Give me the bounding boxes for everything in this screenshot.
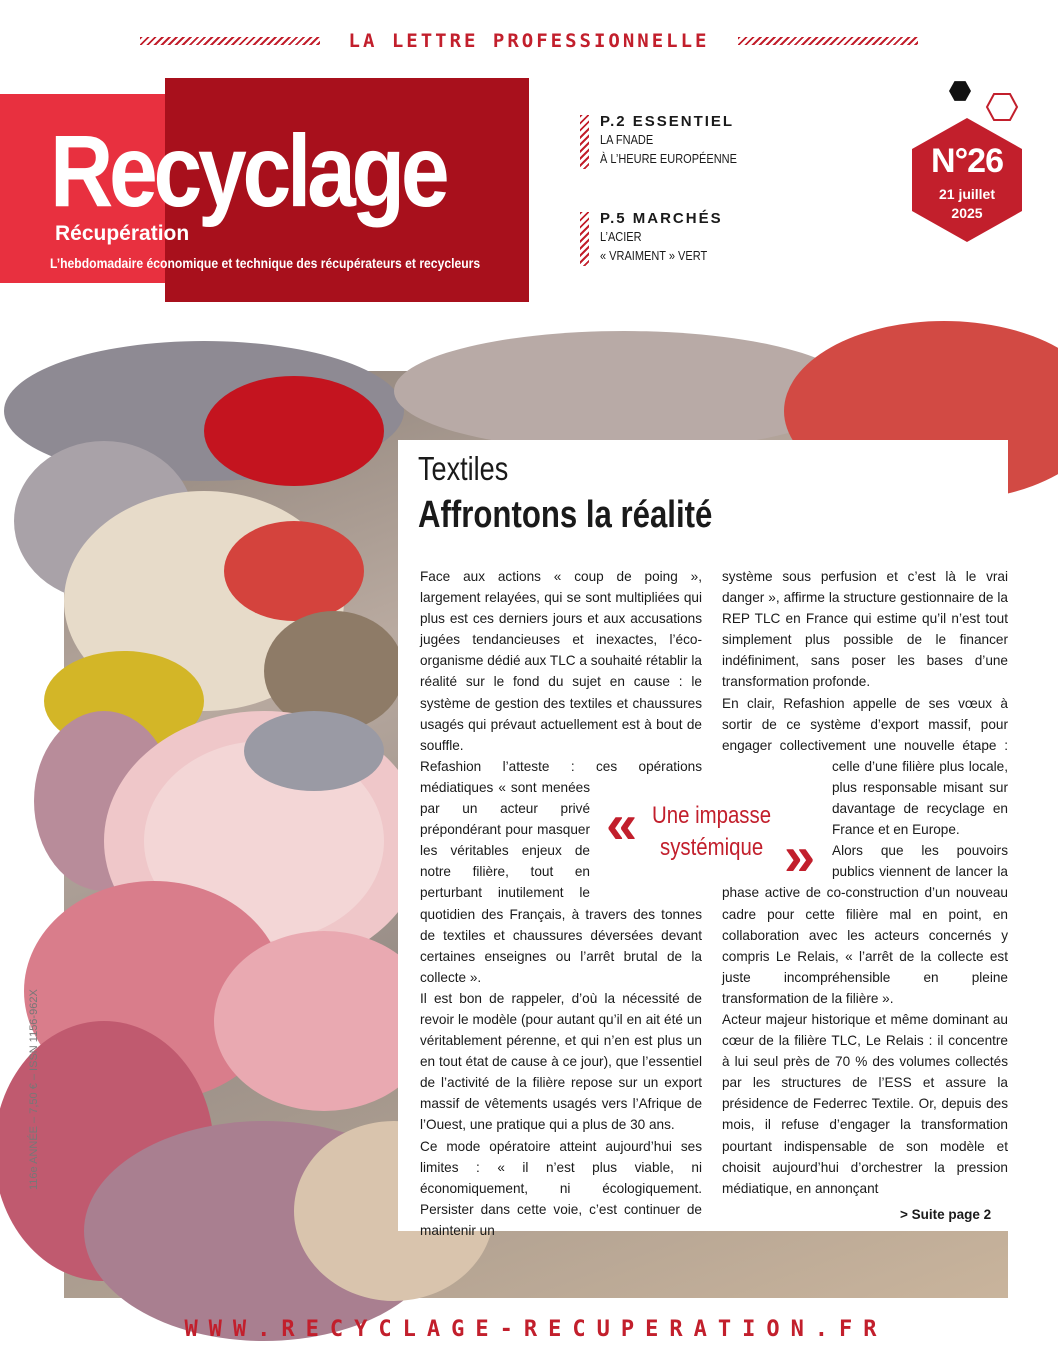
masthead-logo-title: Recyclage: [50, 114, 446, 228]
teaser-line: L’ACIER: [600, 230, 642, 244]
article-column-2: [722, 566, 1008, 1206]
article-paragraph: Ce mode opératoire atteint aujourd’hui ses limites : « il n’est plus viable, ni économiquement, ni écologiquement. Persister dans cette voie, c’est continuer de maintenir un: [420, 1138, 702, 1238]
hexagon-outline-icon: [985, 92, 1019, 122]
teaser-label: P.5 MARCHÉS: [600, 210, 723, 227]
article-column-1: [420, 566, 702, 1238]
kicker-title: LA LETTRE PROFESSIONNELLE: [348, 30, 710, 52]
teaser-hatch-icon: [580, 115, 589, 169]
quote-close-icon: »: [784, 824, 808, 887]
hatch-decoration-left: [140, 37, 320, 45]
masthead-logo-subtitle: Récupération: [55, 222, 190, 245]
teaser-line: LA FNADE: [600, 133, 654, 147]
issn-info: 116e ANNÉE – 7,50 € – ISSN 1156-962X: [28, 989, 40, 1190]
article-headline: Affrontons la réalité: [418, 494, 713, 536]
pull-quote-line: Une impasse: [652, 802, 772, 829]
article-paragraph: Face aux actions « coup de poing », largement relayées, qui se sont multipliées qui plus est ces derniers jours et aux accusations jugées tendancieuses et inexactes, l’éco-organisme dédié aux TLC a souhaité rétablir la réalité sur le fond du sujet en cause : le système de gestion des textiles et chaussures usagés qui prévaut actuellement est à bout de souffle.: [420, 569, 702, 753]
issue-date-year: 2025: [951, 205, 983, 221]
teaser-line: « VRAIMENT » VERT: [600, 249, 708, 263]
masthead-tagline: L’hebdomadaire économique et technique des récupérateurs et recycleurs: [50, 256, 481, 271]
article-paragraph: Alors que les pouvoirs publics viennent de lancer la phase active de co-construction d’un nouveau cadre pour cette filière mal en point, en collaboration avec les acteurs concernés y compris Le Relais, « l’arrêt de la collecte est juste incompréhensible en pleine transformation de la filière ».: [722, 843, 1008, 1006]
article-paragraph: Il est bon de rappeler, d’où la nécessité de revoir le modèle (pour autant qu’il en ait été un véritablement pérenne, et qui n’en est plus un en tout état de cause à ce jour), que l’essentiel de l’activité de la filière repose sur un export massif de vêtements usagés vers l’Afrique de l’Ouest, une pratique qui a plus de 30 ans.: [420, 990, 702, 1133]
quote-open-icon: «: [606, 792, 630, 855]
hexagon-solid-icon: [949, 80, 971, 102]
article-paragraph: Refashion l’atteste : ces opérations médiatiques « sont menées par un acteur privé prépondérant pour masquer les véritables enjeux de notre filière, tout en perturbant inutilement le quotidien des Français, à travers des tonnes de textiles et chaussures déversées devant certaines enseignes ou l’arrêt brutal de la collecte ».: [420, 758, 702, 985]
article-paragraph: En clair, Refashion appelle de ses vœux à sortir de ce système d’export massif, pour engager collectivement une nouvelle étape : celle d’une filière plus locale, plus responsable misant sur davantage de recyclage en France et en Europe.: [722, 695, 1008, 838]
issue-date-day: 21 juillet: [938, 186, 996, 202]
teaser-line: À L’HEURE EUROPÉENNE: [600, 152, 737, 166]
teaser-label: P.2 ESSENTIEL: [600, 113, 735, 130]
pull-quote: [606, 792, 816, 887]
issue-number: N°26: [931, 142, 1003, 180]
footer-website-link[interactable]: WWW.RECYCLAGE-RECUPERATION.FR: [184, 1317, 888, 1342]
pull-quote-line: systémique: [660, 834, 764, 861]
continued-link[interactable]: > Suite page 2: [900, 1207, 992, 1222]
article-paragraph: Acteur majeur historique et même dominant au cœur de la filière TLC, Le Relais : il concentre à lui seul près de 70 % des volumes collectés par les structures de l’ESS et assure la présidence de Federrec Textile. Or, depuis des mois, il refuse d’engager la transformation pourtant indispensable de son modèle et choisit aujourd’hui d’orchestrer la pression médiatique, en annonçant: [722, 1011, 1008, 1196]
teaser-hatch-icon: [580, 212, 589, 266]
article-paragraph: système sous perfusion et c’est là le vrai danger », affirme la structure gestionnaire de la REP TLC en France qui estime qu’il n’est tout simplement plus possible de le financer indéfiniment, sans poser les bases d’une transformation profonde.: [722, 569, 1008, 690]
hatch-decoration-right: [738, 37, 918, 45]
article-rubric: Textiles: [418, 450, 509, 487]
